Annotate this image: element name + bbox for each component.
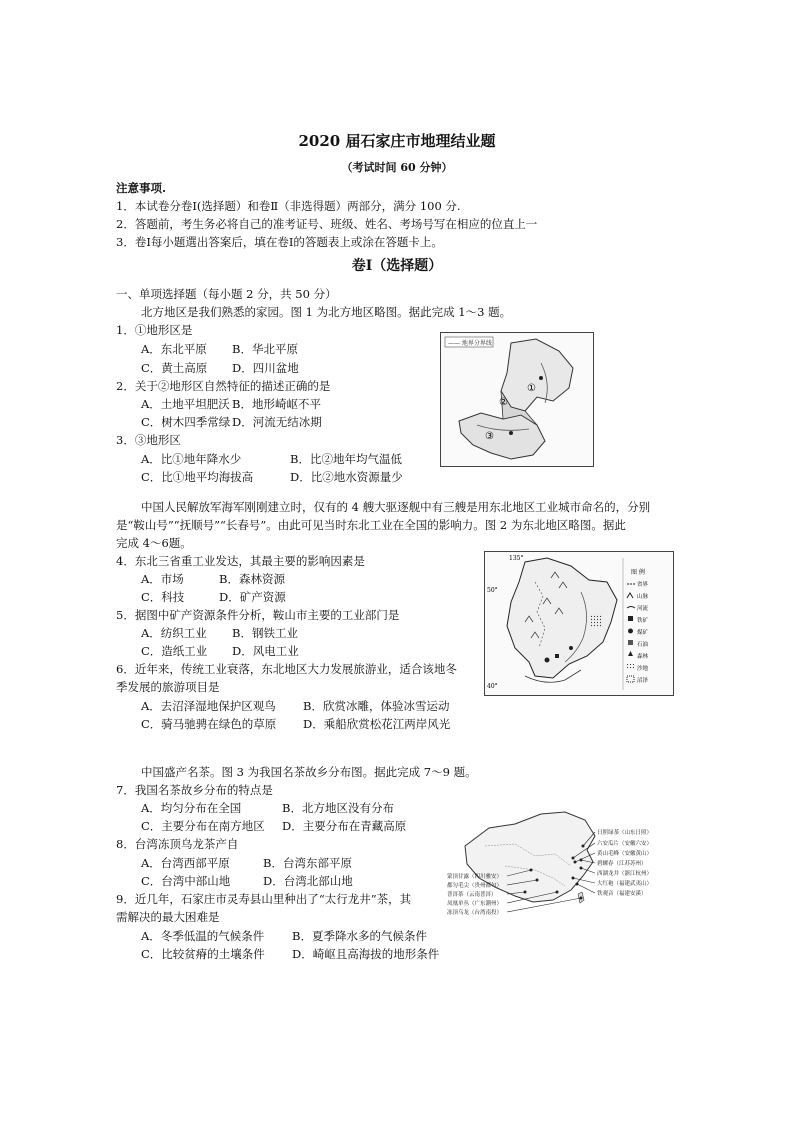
option: B．华北平原 (232, 342, 298, 356)
map2-legend-item: 石油 (637, 642, 649, 648)
map-northern-region (440, 332, 594, 467)
map2-lat2: 40° (487, 683, 498, 690)
tea-label: 冻顶乌龙（台湾南投） (447, 910, 503, 916)
option: A．东北平原 (141, 342, 207, 356)
tea-label: 黄山毛峰（安徽黄山） (597, 851, 653, 857)
option: B．欣赏冰雕，体验冰雪运动 (303, 699, 450, 713)
option: D．风电工业 (232, 644, 299, 658)
map2-legend-item: 沙地 (637, 666, 649, 672)
intro-2-line-3: 完成 4～6题。 (116, 536, 192, 550)
map2-legend-item: 铁矿 (637, 618, 649, 624)
map2-legend-title: 图 例 (631, 569, 645, 576)
question-2: 2．关于②地形区自然特征的描述正确的是 (116, 379, 331, 393)
option: D．四川盆地 (232, 361, 299, 375)
option: B．钢铁工业 (232, 626, 298, 640)
intro-1: 北方地区是我们熟悉的家园。图 1 为北方地区略图。据此完成 1～3 题。 (141, 305, 512, 319)
option: A．冬季低温的气候条件 (141, 929, 265, 943)
option: D．乘船欣赏松花江两岸风光 (303, 717, 451, 731)
part-heading: 一、单项选择题（每小题 2 分，共 50 分） (116, 287, 337, 301)
question-9-cont: 需解决的最大困难是 (116, 910, 220, 924)
map-tea-distribution (445, 806, 690, 924)
option: D．河流无结冰期 (232, 415, 322, 429)
option: B．地形崎岖不平 (232, 397, 321, 411)
option: A．均匀分布在全国 (141, 801, 242, 815)
option: C．比较贫瘠的土壤条件 (141, 947, 265, 961)
option: C．主要分布在南方地区 (141, 819, 265, 833)
intro-2-line-1: 中国人民解放军海军刚刚建立时，仅有的 4 艘大驱逐舰中有三艘是用东北地区工业城市命名的，分别 (141, 500, 651, 514)
question-1: 1．①地形区是 (116, 323, 193, 337)
intro-2-line-2: 是“鞍山号”“抚顺号”“长春号”。由此可见当时东北工业在全国的影响力。图 2 为东北地区略图。据此 (116, 518, 626, 532)
question-4: 4．东北三省重工业发达，其最主要的影响因素是 (116, 554, 365, 568)
tea-label: 碧螺春（江苏苏州） (597, 861, 647, 867)
map2-legend-item: 山脉 (637, 594, 649, 600)
question-6-cont: 季发展的旅游项目是 (116, 680, 220, 694)
tea-label: 凤凰单丛（广东潮州） (447, 901, 503, 907)
map1-mark-2: ② (499, 397, 508, 408)
question-9: 9．近几年，石家庄市灵寿县山里种出了“太行龙井”茶，其 (116, 892, 412, 906)
map2-lon: 135° (509, 555, 524, 562)
tea-label: 西湖龙井（浙江杭州） (597, 871, 653, 877)
section-title: 卷Ⅰ（选择题） (351, 258, 443, 274)
tea-label: 铁观音（福建安溪） (597, 891, 647, 897)
notice-item: 2．答题前，考生务必将自己的准考证号、班级、姓名、考场号写在相应的位直上一 (116, 217, 538, 231)
option: B．台湾东部平原 (263, 856, 352, 870)
option: D．崎岖且高海拔的地形条件 (292, 947, 440, 961)
question-7: 7．我国名茶故乡分布的特点是 (116, 783, 273, 797)
option: A．市场 (141, 572, 184, 586)
option: A．纺织工业 (141, 626, 207, 640)
option: C．造纸工业 (141, 644, 208, 658)
option: D．主要分布在青藏高原 (282, 819, 407, 833)
option: D．台湾北部山地 (263, 874, 353, 888)
option: C．骑马驰骋在绿色的草原 (141, 717, 277, 731)
notice-item: 3．卷Ⅰ每小题選出答案后，填在卷Ⅰ的答题表上或涂在答题卡上。 (116, 235, 443, 249)
map2-legend-item: 沼泽 (637, 678, 649, 684)
notice-item: 1．本试卷分卷Ⅰ(选择题）和卷Ⅱ（非选得题）两部分，满分 100 分. (116, 199, 461, 213)
option: A．比①地年降水少 (141, 452, 242, 466)
map2-legend-item: 森林 (637, 654, 649, 660)
intro-3: 中国盛产名茶。图 3 为我国名茶故乡分布图。据此完成 7～9 题。 (141, 765, 477, 779)
map2-legend-item: 煤矿 (637, 630, 649, 636)
option: C．树木四季常绿 (141, 415, 231, 429)
notice-heading: 注意事项. (116, 181, 167, 195)
option: A．去沼泽湿地保护区观鸟 (141, 699, 276, 713)
question-3: 3．③地形区 (116, 433, 181, 447)
option: D．比②地水资源量少 (290, 470, 403, 484)
exam-title: 2020 届石家庄市地理结业题 (298, 132, 496, 150)
map2-legend-item: 河流 (637, 606, 649, 612)
tea-label: 都匀毛尖（贵州都匀） (447, 883, 503, 889)
option: A．土地平坦肥沃 (141, 397, 230, 411)
option: B．北方地区没有分布 (282, 801, 394, 815)
option: B．夏季降水多的气候条件 (292, 929, 427, 943)
question-5: 5．据图中矿产资源条件分析，鞍山市主要的工业部门是 (116, 608, 400, 622)
map2-lat: 50° (487, 587, 498, 594)
option: B．比②地年均气温低 (290, 452, 402, 466)
map-northeast-region (484, 551, 674, 696)
tea-label: 六安瓜片（安徽六安） (597, 841, 653, 847)
tea-label: 日照绿茶（山东日照） (597, 830, 653, 836)
question-6: 6．近年来，传统工业衰落，东北地区大力发展旅游业，适合该地冬 (116, 662, 457, 676)
map1-mark-1: ① (527, 383, 536, 394)
tea-label: 普洱茶（云南普洱） (447, 892, 497, 898)
map1-mark-3: ③ (485, 431, 494, 442)
tea-label: 大红袍（福建武夷山） (597, 881, 653, 887)
map2-legend-item: 省界 (637, 582, 649, 588)
option: C．台湾中部山地 (141, 874, 231, 888)
exam-duration: （考试时间 60 分钟） (341, 161, 453, 174)
option: D．矿产资源 (219, 590, 286, 604)
option: C．黄土高原 (141, 361, 208, 375)
option: A．台湾西部平原 (141, 856, 230, 870)
option: C．比①地平均海拔高 (141, 470, 254, 484)
map1-legend: —— 地界分界线 (448, 340, 492, 347)
option: C．科技 (141, 590, 185, 604)
tea-label: 蒙顶甘露（四川雅安） (447, 874, 503, 880)
option: B．森林资源 (219, 572, 285, 586)
question-8: 8．台湾冻顶乌龙茶产自 (116, 837, 239, 851)
